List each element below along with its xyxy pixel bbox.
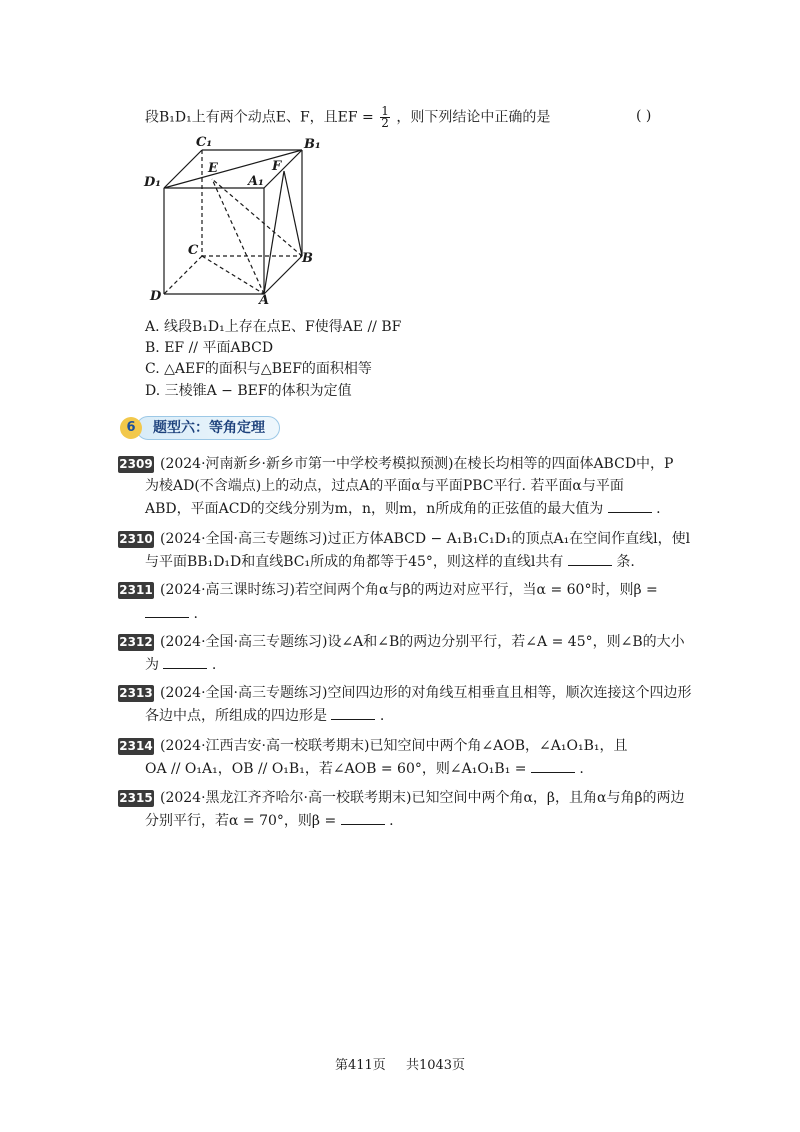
question-number-2309: 2309 [119,457,153,471]
question-2312-line-2: 为 . [145,654,216,675]
answer-blank [163,654,207,669]
page-footer [0,1054,800,1073]
question-number-2312: 2312 [119,635,153,649]
option-c: C. △AEF的面积与△BEF的面积相等 [145,361,372,377]
label-c1: C₁ [196,136,213,150]
question-2309-line-2: 为棱AD(不含端点)上的动点，过点A的平面α与平面PBC平行. 若平面α与平面 [145,478,624,494]
question-2312-line-1: (2024·全国·高三专题练习)设∠A和∠B的两边分别平行，若∠A = 45°，则∠B的大小 [160,634,685,650]
label-f: F [272,159,282,174]
question-2315-line-2: 分别平行，若α = 70°，则β = . [145,810,394,831]
answer-blank [568,551,612,566]
intro-text-before: 段B₁D₁上有两个动点E、F，且EF = [145,109,374,126]
answer-blank [531,758,575,773]
question-2311-line-1: (2024·高三课时练习)若空间两个角α与β的两边对应平行，当α = 60°时，则β = [160,582,658,598]
page-number: 第411页 [334,1058,386,1073]
question-2309-line-1: (2024·河南新乡·新乡市第一中学校考模拟预测)在棱长均相等的四面体ABCD中，P [160,456,674,472]
cube-figure [140,136,340,308]
question-2313-line-2: 各边中点，所组成的四边形是 . [145,705,384,726]
question-2311-line-2: . [145,603,198,624]
label-a: A [259,293,270,308]
answer-blank [608,498,652,513]
question-2315-line-1: (2024·黑龙江齐齐哈尔·高一校联考期末)已知空间中两个角α，β，且角α与角β的两边 [160,790,685,806]
answer-blank [341,810,385,825]
answer-blank [145,603,189,618]
label-d: D [150,289,162,304]
question-2314-line-1: (2024·江西吉安·高一校联考期末)已知空间中两个角∠AOB，∠A₁O₁B₁，且 [160,738,628,754]
diagonal-d1-b1 [164,150,302,188]
problem-intro [145,106,550,129]
section-number-badge: 6 [120,417,142,439]
edge-c-d [164,256,202,294]
fraction-one-half: $\frac{1}{2}$ [381,104,389,130]
question-2314-line-2: OA // O₁A₁，OB // O₁B₁，若∠AOB = 60°，则∠A₁O₁B₁ = . [145,758,584,779]
question-2310-line-1: (2024·全国·高三专题练习)过正方体ABCD − A₁B₁C₁D₁的顶点A₁在空间作直线l，使l [160,531,691,547]
label-c: C [188,243,199,258]
answer-bracket: ( ) [636,108,652,124]
answer-blank [331,705,375,720]
label-b: B [302,251,313,266]
question-2310-line-2: 与平面BB₁D₁D和直线BC₁所成的角都等于45°，则这样的直线l共有 条. [145,551,635,572]
question-number-2311: 2311 [119,583,153,597]
option-a: A. 线段B₁D₁上存在点E、F使得AE // BF [145,319,402,335]
question-2313-line-1: (2024·全国·高三专题练习)空间四边形的对角线互相垂直且相等，顺次连接这个四边形 [160,685,692,701]
label-e: E [208,161,218,176]
intro-text-after: ，则下列结论中正确的是 [396,109,551,126]
segment-a-e [212,179,264,294]
option-d: D. 三棱锥A − BEF的体积为定值 [145,383,352,399]
question-number-2314: 2314 [119,739,153,753]
label-b1: B₁ [304,137,321,152]
section-title: 题型六：等角定理 [136,416,280,440]
question-number-2315: 2315 [119,791,153,805]
question-2309-line-3: ABD，平面ACD的交线分别为m，n，则m，n所成角的正弦值的最大值为 . [145,498,661,519]
question-number-2310: 2310 [119,532,153,546]
option-b: B. EF // 平面ABCD [145,340,274,356]
label-d1: D₁ [144,175,161,190]
segment-b-f [284,171,302,256]
page-total: 共1043页 [405,1058,466,1073]
diagonal-c-a [202,256,264,294]
label-a1: A₁ [248,174,264,189]
question-number-2313: 2313 [119,686,153,700]
